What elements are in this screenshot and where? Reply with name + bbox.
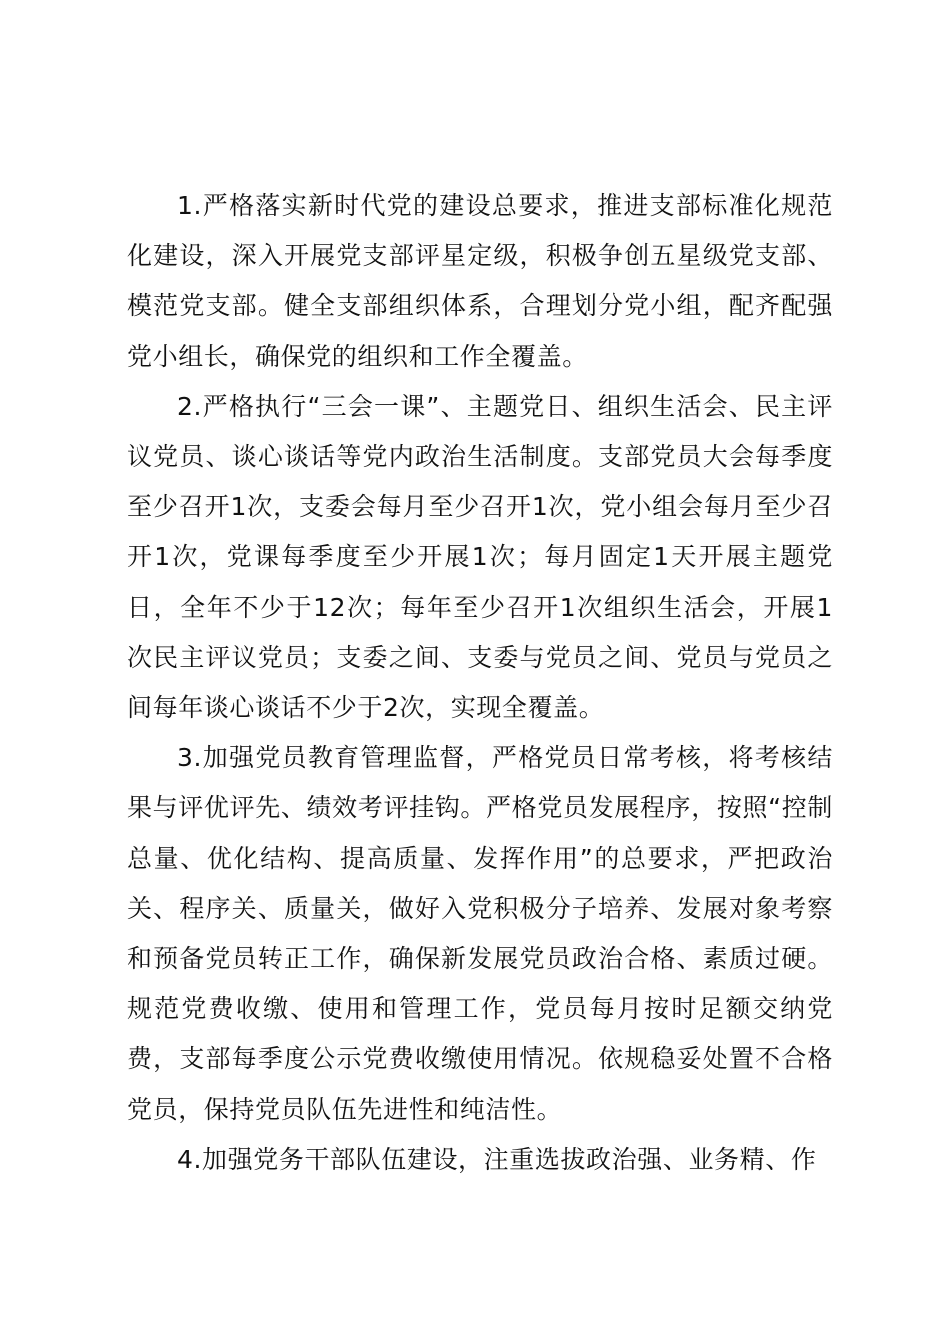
paragraph-4: 4.加强党务干部队伍建设，注重选拔政治强、业务精、作: [177, 1144, 817, 1174]
paragraph-2: 2.严格执行“三会一课”、主题党日、组织生活会、民主评议党员、谈心谈话等党内政治生活制度。支部党员大会每季度至少召开1次，支委会每月至少召开1次，党小组会每月至少召开1次，党课每季度至少开展1次；每月固定1天开展主题党日，全年不少于12次；每年至少召开1次组织生活会，开展1次民主评议党员；支委之间、支委与党员之间、党员与党员之间每年谈心谈话不少于2次，实现全覆盖。: [127, 391, 833, 723]
document-body: [127, 181, 833, 1185]
paragraph-1: 1.严格落实新时代党的建设总要求，推进支部标准化规范化建设，深入开展党支部评星定级，积极争创五星级党支部、模范党支部。健全支部组织体系，合理划分党小组，配齐配强党小组长，确保党的组织和工作全覆盖。: [127, 191, 833, 371]
paragraph-3: 3.加强党员教育管理监督，严格党员日常考核，将考核结果与评优评先、绩效考评挂钩。严格党员发展程序，按照“控制总量、优化结构、提高质量、发挥作用”的总要求，严把政治关、程序关、质量关，做好入党积极分子培养、发展对象考察和预备党员转正工作，确保新发展党员政治合格、素质过硬。规范党费收缴、使用和管理工作，党员每月按时足额交纳党费，支部每季度公示党费收缴使用情况。依规稳妥处置不合格党员，保持党员队伍先进性和纯洁性。: [127, 743, 833, 1124]
